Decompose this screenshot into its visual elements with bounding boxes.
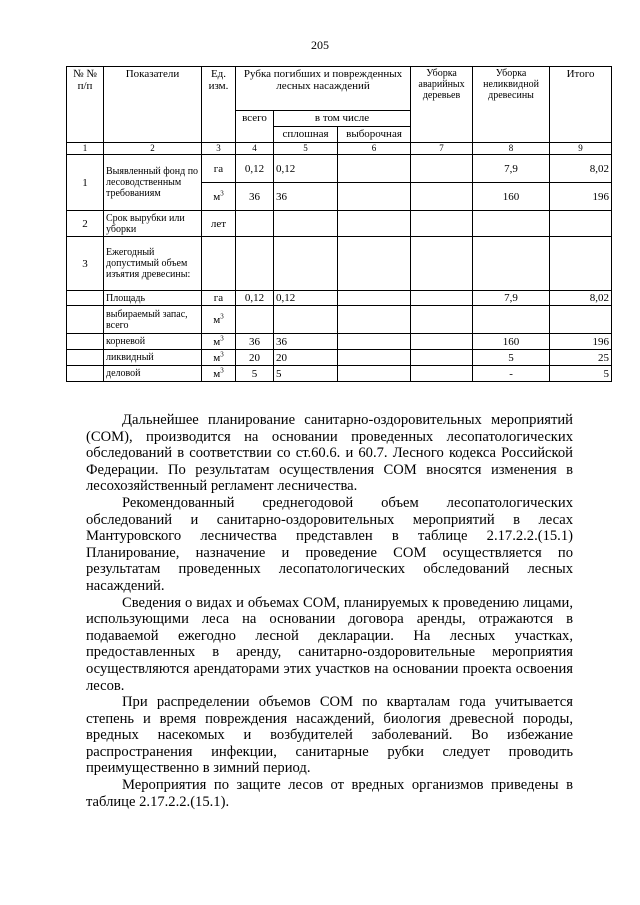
cell-total: 0,12 (236, 291, 274, 306)
cell-total (236, 237, 274, 291)
body-text (86, 412, 573, 810)
col-number: 7 (411, 143, 473, 155)
cell-clear: 5 (274, 366, 338, 382)
table-row (67, 366, 612, 382)
row-label: Ежегодный допустимый объем изъятия древесины: (104, 237, 202, 291)
cell-clear (274, 211, 338, 237)
row-unit: га (202, 291, 236, 306)
header-illiquid: Уборка неликвидной древесины (473, 67, 550, 143)
table-row (67, 155, 612, 183)
cell-illiquid (473, 306, 550, 334)
paragraph: Сведения о видах и объемах СОМ, планируемых к проведению лицами, использующими леса на основании договора аренды, отражаются в подаваемой ежегодно лесной декларации. На лесных участках, предоставленных в аренду, санитарно-оздоровительные мероприятия осуществляются арендаторами этих участков на основании проекта освоения лесов. (86, 594, 573, 694)
cell-sum (550, 211, 612, 237)
cell-emergency (411, 291, 473, 306)
cell-emergency (411, 350, 473, 366)
cell-sum: 8,02 (550, 155, 612, 183)
cell-selective (338, 211, 411, 237)
header-felling: Рубка погибших и поврежденных лесных насаждений (236, 67, 411, 111)
cell-selective (338, 306, 411, 334)
cell-clear: 36 (274, 334, 338, 350)
cell-clear: 0,12 (274, 155, 338, 183)
row-num (67, 291, 104, 306)
row-num: 3 (67, 237, 104, 291)
row-label: Срок вырубки или уборки (104, 211, 202, 237)
page-number: 205 (311, 38, 329, 52)
col-number: 4 (236, 143, 274, 155)
cell-illiquid: 160 (473, 183, 550, 211)
row-unit: $м^3$ (202, 334, 236, 350)
cell-sum: 8,02 (550, 291, 612, 306)
cell-emergency (411, 183, 473, 211)
cell-total: 36 (236, 183, 274, 211)
cell-clear (274, 237, 338, 291)
cell-illiquid: - (473, 366, 550, 382)
cell-selective (338, 155, 411, 183)
cell-emergency (411, 211, 473, 237)
header-including: в том числе (274, 111, 411, 127)
row-label: корневой (104, 334, 202, 350)
row-num (67, 306, 104, 334)
cell-sum: 196 (550, 334, 612, 350)
row-unit: га (202, 155, 236, 183)
column-number-row (67, 143, 612, 155)
cell-clear: 0,12 (274, 291, 338, 306)
cell-total: 0,12 (236, 155, 274, 183)
row-label: Площадь (104, 291, 202, 306)
cell-selective (338, 183, 411, 211)
cell-total: 36 (236, 334, 274, 350)
row-num: 1 (67, 155, 104, 211)
row-unit: $м^3$ (202, 350, 236, 366)
cell-illiquid: 7,9 (473, 155, 550, 183)
table-row (67, 334, 612, 350)
header-unit: Ед. изм. (202, 67, 236, 143)
cell-sum (550, 237, 612, 291)
cell-total (236, 306, 274, 334)
cell-clear (274, 306, 338, 334)
row-num (67, 366, 104, 382)
header-indicators: Показатели (104, 67, 202, 143)
col-number: 6 (338, 143, 411, 155)
header-num: № № п/п (67, 67, 104, 143)
cell-illiquid (473, 237, 550, 291)
cell-illiquid: 5 (473, 350, 550, 366)
cell-selective (338, 350, 411, 366)
cell-emergency (411, 237, 473, 291)
paragraph: Дальнейшее планирование санитарно-оздоровительных мероприятий (СОМ), производится на основании проведенных лесопатологических обследований в соответствии со ст.60.6. и 60.7. Лесного кодекса Российской Федерации. По результатам осуществления СОМ вносятся изменения в лесохозяйственный регламент лесничества. (86, 412, 573, 495)
table-row (67, 306, 612, 334)
cell-sum: 25 (550, 350, 612, 366)
cell-selective (338, 237, 411, 291)
forest-table (66, 66, 612, 382)
row-num (67, 334, 104, 350)
cell-clear: 36 (274, 183, 338, 211)
row-unit: $м^3$ (202, 183, 236, 211)
row-label: выбираемый запас, всего (104, 306, 202, 334)
cell-selective (338, 291, 411, 306)
cell-emergency (411, 306, 473, 334)
cell-emergency (411, 334, 473, 350)
table-row (67, 237, 612, 291)
header-total: всего (236, 111, 274, 143)
cell-illiquid: 160 (473, 334, 550, 350)
header-sum: Итого (550, 67, 612, 143)
cell-sum: 5 (550, 366, 612, 382)
header-clear: сплошная (274, 127, 338, 143)
paragraph: Мероприятия по защите лесов от вредных организмов приведены в таблице 2.17.2.2.(15.1). (86, 777, 573, 810)
header-selective: выборочная (338, 127, 411, 143)
header-emergency: Уборка аварийных деревьев (411, 67, 473, 143)
paragraph: Рекомендованный среднегодовой объем лесопатологических обследований и санитарно-оздоровительных мероприятий в лесах Мантуровского лесничества представлен в таблице 2.17.2.2.(15.1) Планирование, назначение и проведение СОМ осуществляется по результатам проведенных лесопатологических обследований лесных насаждений. (86, 494, 573, 594)
row-label: деловой (104, 366, 202, 382)
cell-illiquid: 7,9 (473, 291, 550, 306)
paragraph: При распределении объемов СОМ по кварталам года учитывается степень и время повреждения насаждений, биология древесной породы, вредных насекомых и возбудителей заболеваний. Во избежание распространения инфекции, санитарные рубки следует проводить преимущественно в зимний период. (86, 694, 573, 777)
cell-total: 20 (236, 350, 274, 366)
row-unit: $м^3$ (202, 366, 236, 382)
cell-emergency (411, 155, 473, 183)
table-row (67, 291, 612, 306)
row-unit (202, 237, 236, 291)
cell-clear: 20 (274, 350, 338, 366)
cell-sum (550, 306, 612, 334)
cell-emergency (411, 366, 473, 382)
row-num (67, 350, 104, 366)
table-row (67, 350, 612, 366)
row-num: 2 (67, 211, 104, 237)
cell-illiquid (473, 211, 550, 237)
col-number: 5 (274, 143, 338, 155)
col-number: 8 (473, 143, 550, 155)
col-number: 2 (104, 143, 202, 155)
row-unit: $м^3$ (202, 306, 236, 334)
cell-selective (338, 334, 411, 350)
cell-total: 5 (236, 366, 274, 382)
row-unit: лет (202, 211, 236, 237)
cell-total (236, 211, 274, 237)
col-number: 9 (550, 143, 612, 155)
cell-sum: 196 (550, 183, 612, 211)
col-number: 3 (202, 143, 236, 155)
col-number: 1 (67, 143, 104, 155)
row-label: ликвидный (104, 350, 202, 366)
row-label: Выявленный фонд по лесоводственным требованиям (104, 155, 202, 211)
cell-selective (338, 366, 411, 382)
table-row (67, 211, 612, 237)
